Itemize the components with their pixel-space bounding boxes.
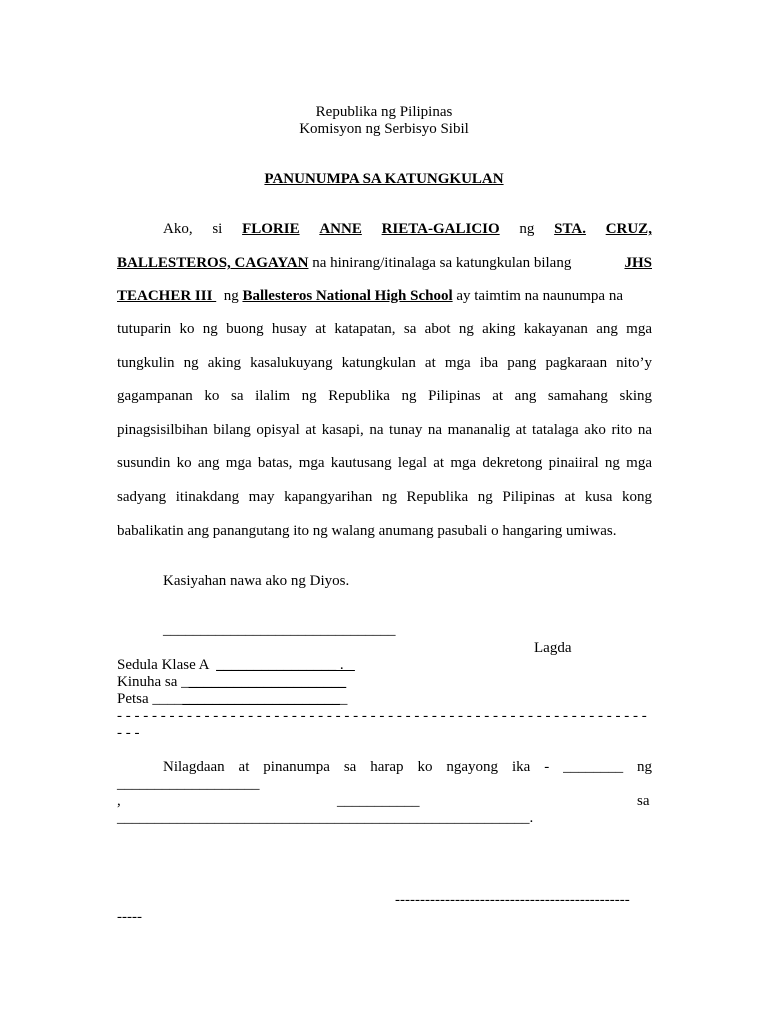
petsa-tail: _ xyxy=(339,691,348,707)
oath-text: na hinirang/itinalaga sa katungkulan bilang xyxy=(308,255,576,271)
oath-place-part: CRUZ, xyxy=(605,221,652,237)
oath-text: ng xyxy=(216,288,243,304)
oath-word: Ako, xyxy=(163,221,193,237)
closing-text: Kasiyahan nawa ako ng Diyos. xyxy=(163,573,350,589)
oath-school: Ballesteros National High School xyxy=(242,288,453,304)
attest-word: ng xyxy=(637,759,652,775)
oath-text: ay taimtim na naunumpa na xyxy=(452,288,623,304)
officer-signature-line-tail: ----- xyxy=(117,909,142,925)
oath-name-part: ANNE xyxy=(319,221,362,237)
kinuha-field xyxy=(117,674,346,691)
signature-label: Lagda xyxy=(534,640,572,656)
attest-word: harap xyxy=(370,759,404,775)
attest-word: pinanumpa xyxy=(263,759,330,775)
petsa-field xyxy=(117,691,347,708)
kinuha-label: Kinuha sa _ xyxy=(117,674,189,690)
attest-word: - xyxy=(544,759,550,775)
attest-comma: , xyxy=(117,793,121,809)
attest-word: sa xyxy=(343,759,357,775)
attest-word: ko xyxy=(417,759,433,775)
oath-position-part: TEACHER III xyxy=(117,288,217,304)
document-title: PANUNUMPA SA KATUNGKULAN xyxy=(264,171,504,187)
attest-word: ika xyxy=(511,759,531,775)
attest-day-blank: ________ xyxy=(563,759,624,775)
oath-line-3 xyxy=(117,288,652,305)
oath-line-2 xyxy=(117,255,652,272)
header-republic: Republika ng Pilipinas xyxy=(315,104,453,120)
oath-line-1 xyxy=(163,221,652,238)
oath-line: gagampanan ko sa ilalim ng Republika ng Pilipinas at ang samahang sking xyxy=(117,388,652,404)
oath-line: susundin ko ang mga batas, mga kautusang legal at mga dekretong pinaiiral ng mga xyxy=(117,455,652,471)
petsa-label: Petsa ____ xyxy=(117,691,183,707)
kinuha-value: _____________________ xyxy=(188,674,347,690)
officer-signature-line: ----------------------------------------------- xyxy=(395,892,630,908)
oath-place: BALLESTEROS, CAGAYAN xyxy=(117,255,309,271)
oath-last-line: babalikatin ang panangutang ito ng walang anumang pasubali o hangaring umiwas. xyxy=(117,523,617,539)
oath-word: si xyxy=(212,221,223,237)
oath-line: sadyang itinakdang may kapangyarihan ng Republika ng Pilipinas at kusa kong xyxy=(117,489,652,505)
attest-word: ngayong xyxy=(446,759,499,775)
header-commission: Komisyon ng Serbisyo Sibil xyxy=(299,121,469,137)
attest-line-1 xyxy=(163,759,652,776)
attest-sa: sa xyxy=(637,793,650,809)
divider-line-tail: - - - xyxy=(117,725,140,741)
oath-position-part: JHS xyxy=(624,255,652,271)
sedula-value: ________________ . xyxy=(216,657,355,673)
sedula-label: Sedula Klase A xyxy=(117,657,217,673)
oath-word: ng xyxy=(519,221,535,237)
petsa-value: _____________________ xyxy=(182,691,340,707)
attest-word: Nilagdaan xyxy=(163,759,225,775)
oath-place-part: STA. xyxy=(554,221,586,237)
attest-place-blank: _______________________________________________________. xyxy=(117,810,534,826)
attest-month-blank: ___________________ xyxy=(117,776,260,792)
sedula-field xyxy=(117,657,355,674)
oath-name-part: FLORIE xyxy=(242,221,300,237)
oath-line: tutuparin ko ng buong husay at katapatan, sa abot ng aking kakayanan ang mga xyxy=(117,321,652,337)
divider-line: - - - - - - - - - - - - - - - - - - - - - - - - - - - - - - - - - - - - - - - - - - - - - - - - - - - - - - - - - - - - - xyxy=(117,708,647,724)
oath-line: tungkulin ng aking kasalukuyang katungkulan at mga iba pang pagkaraan nito’y xyxy=(117,355,652,371)
oath-line: pinagsisilbihan bilang opisyal at kasapi, na tunay na mananalig at tatalaga ako rito na xyxy=(117,422,652,438)
attest-year-blank: ___________ xyxy=(337,793,420,809)
signature-line: _______________________________ xyxy=(163,622,396,638)
oath-name-part: RIETA-GALICIO xyxy=(381,221,500,237)
attest-word: at xyxy=(238,759,250,775)
